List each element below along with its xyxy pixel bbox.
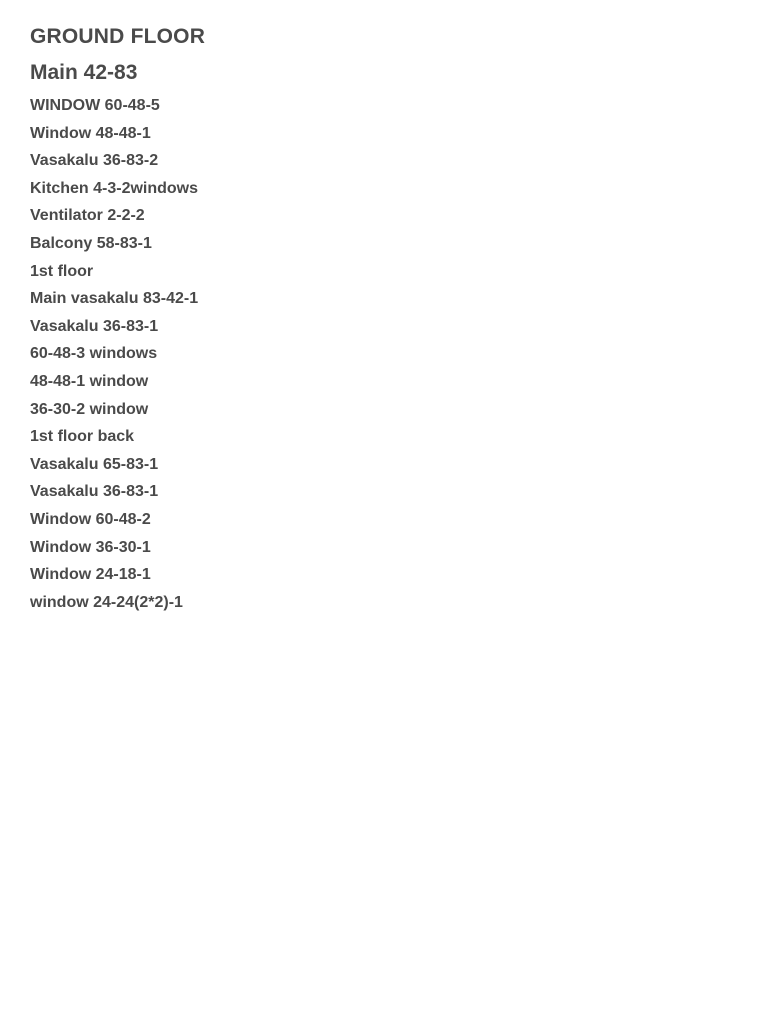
note-line[interactable]: Main vasakalu 83-42-1 [30, 290, 199, 308]
note-line[interactable]: Vasakalu 36-83-2 [30, 152, 159, 170]
note-line[interactable]: Kitchen 4-3-2windows [30, 179, 199, 197]
note-line[interactable]: Balcony 58-83-1 [30, 234, 152, 252]
note-line[interactable]: 1st floor [30, 262, 94, 280]
note-line[interactable]: 60-48-3 windows [30, 345, 158, 363]
note-line[interactable]: Window 36-30-1 [30, 538, 151, 556]
note-line[interactable]: Vasakalu 65-83-1 [30, 455, 159, 473]
note-line[interactable]: 36-30-2 window [30, 400, 149, 418]
note-line[interactable]: Window 48-48-1 [30, 124, 151, 142]
note-line[interactable]: window 24-24(2*2)-1 [30, 593, 183, 611]
note-line[interactable]: Window 24-18-1 [30, 566, 151, 584]
note-body[interactable] [30, 24, 738, 616]
note-line[interactable]: Vasakalu 36-83-1 [30, 317, 159, 335]
note-line[interactable]: Window 60-48-2 [30, 510, 151, 528]
note-lines [30, 92, 738, 616]
note-line[interactable]: WINDOW 60-48-5 [30, 97, 160, 114]
note-subtitle[interactable]: Main 42-83 [30, 61, 138, 84]
note-line[interactable]: 48-48-1 window [30, 372, 149, 390]
note-line[interactable]: 1st floor back [30, 428, 135, 446]
note-title[interactable]: GROUND FLOOR [30, 25, 206, 48]
note-line[interactable]: Ventilator 2-2-2 [30, 207, 145, 225]
note-line[interactable]: Vasakalu 36-83-1 [30, 483, 159, 501]
